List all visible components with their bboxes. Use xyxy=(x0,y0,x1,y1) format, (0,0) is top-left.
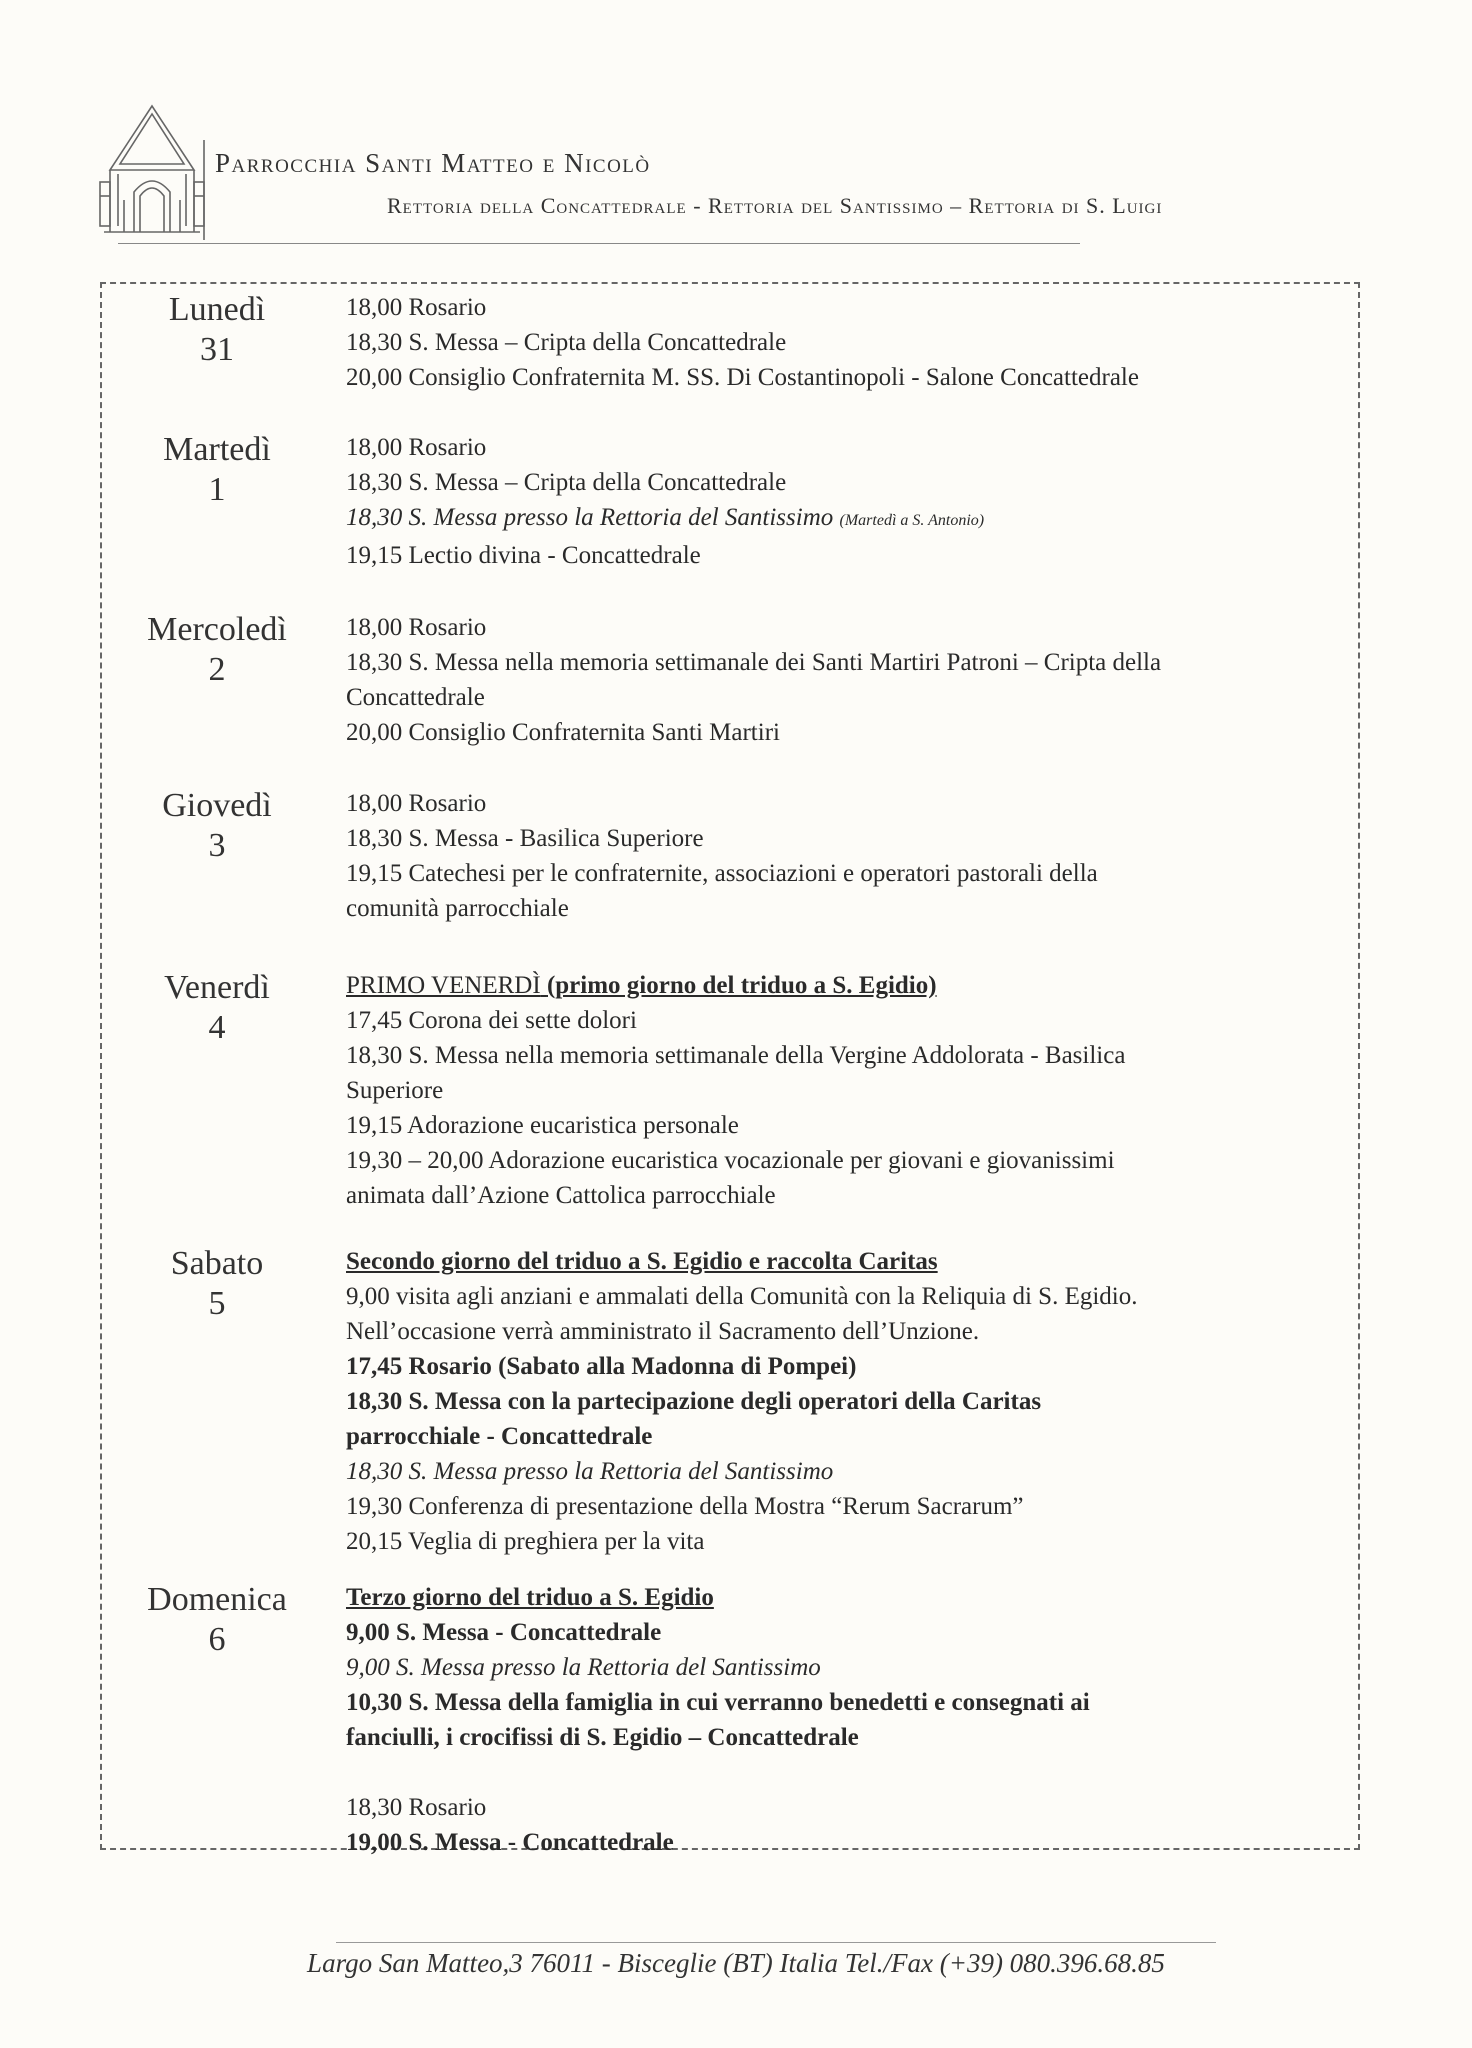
schedule-entry xyxy=(346,500,1346,538)
schedule-entry: 18,00 Rosario xyxy=(346,294,487,321)
schedule-entry: 10,30 S. Messa della famiglia in cui verranno benedetti e consegnati ai xyxy=(346,1689,1090,1716)
day-label xyxy=(102,786,332,866)
day-heading xyxy=(346,968,1346,1003)
schedule-entry: 18,30 S. Messa - Basilica Superiore xyxy=(346,825,704,852)
day-number: 3 xyxy=(208,827,226,864)
schedule-entry: 18,00 Rosario xyxy=(346,790,487,817)
schedule-entry: 18,30 S. Messa nella memoria settimanale dei Santi Martiri Patroni – Cripta della xyxy=(346,649,1162,676)
day-number: 31 xyxy=(200,331,234,368)
schedule-entry: 18,30 S. Messa – Cripta della Concattedrale xyxy=(346,329,787,356)
day-number: 6 xyxy=(208,1621,226,1658)
day-name: Mercoledì xyxy=(147,611,287,648)
schedule-entry: 20,00 Consiglio Confraternita M. SS. Di Costantinopoli - Salone Concattedrale xyxy=(346,364,1139,391)
schedule-entry: 19,15 Adorazione eucaristica personale xyxy=(346,1112,739,1139)
heading-bold: (primo giorno del triduo a S. Egidio) xyxy=(546,972,937,999)
day-name: Domenica xyxy=(147,1581,287,1618)
schedule-entry: 19,15 Lectio divina - Concattedrale xyxy=(346,542,701,569)
day-heading: Secondo giorno del triduo a S. Egidio e raccolta Caritas xyxy=(346,1248,938,1275)
schedule-entry: 9,00 S. Messa - Concattedrale xyxy=(346,1619,662,1646)
heading-plain: PRIMO VENERDÌ xyxy=(346,972,541,999)
day-name: Lunedì xyxy=(168,291,266,328)
schedule-entry: 19,30 – 20,00 Adorazione eucaristica vocazionale per giovani e giovanissimi xyxy=(346,1147,1115,1174)
schedule-entry: 9,00 visita agli anziani e ammalati della Comunità con la Reliquia di S. Egidio. xyxy=(346,1283,1138,1310)
day-label xyxy=(102,430,332,510)
entry-text: 18,30 S. Messa presso la Rettoria del Santissimo xyxy=(346,504,834,531)
day-label xyxy=(102,290,332,370)
day-name: Sabato xyxy=(170,1245,264,1282)
schedule-entry: Concattedrale xyxy=(346,684,485,711)
schedule-entry: 18,30 S. Messa presso la Rettoria del Santissimo xyxy=(346,1458,834,1485)
schedule-entry: 18,30 S. Messa nella memoria settimanale della Vergine Addolorata - Basilica xyxy=(346,1042,1126,1069)
header-divider xyxy=(118,243,1080,244)
schedule-entry: 18,00 Rosario xyxy=(346,614,487,641)
footer-divider xyxy=(336,1942,1216,1943)
schedule-entry: 18,30 S. Messa – Cripta della Concattedrale xyxy=(346,469,787,496)
schedule-entry: 19,15 Catechesi per le confraternite, associazioni e operatori pastorali della xyxy=(346,860,1098,887)
schedule-entry: animata dall’Azione Cattolica parrocchiale xyxy=(346,1182,776,1209)
schedule-entry: Nell’occasione verrà amministrato il Sacramento dell’Unzione. xyxy=(346,1318,980,1345)
day-label xyxy=(102,1580,332,1660)
day-number: 5 xyxy=(208,1285,226,1322)
day-entries xyxy=(346,610,1346,750)
day-entries xyxy=(346,290,1346,395)
day-name: Venerdì xyxy=(164,969,270,1006)
rectories-line: Rettoria della Concattedrale - Rettoria del Santissimo – Rettoria di S. Luigi xyxy=(387,193,1163,218)
schedule-entry: 20,15 Veglia di preghiera per la vita xyxy=(346,1528,705,1555)
schedule-entry: 17,45 Corona dei sette dolori xyxy=(346,1007,637,1034)
schedule-entry: 19,00 S. Messa - Concattedrale xyxy=(346,1829,674,1856)
schedule-entry: fanciulli, i crocifissi di S. Egidio – Concattedrale xyxy=(346,1724,859,1751)
schedule-entry: parrocchiale - Concattedrale xyxy=(346,1423,653,1450)
schedule-entry: Superiore xyxy=(346,1077,444,1104)
footer-address: Largo San Matteo,3 76011 - Bisceglie (BT) Italia Tel./Fax (+39) 080.396.68.85 xyxy=(307,1948,1165,1978)
schedule-entry: 18,00 Rosario xyxy=(346,434,487,461)
schedule-entry: 17,45 Rosario (Sabato alla Madonna di Pompei) xyxy=(346,1353,857,1380)
day-entries xyxy=(346,430,1346,573)
day-entries xyxy=(346,1244,1346,1559)
day-number: 1 xyxy=(208,471,226,508)
day-label xyxy=(102,1244,332,1324)
schedule-entry: 19,30 Conferenza di presentazione della Mostra “Rerum Sacrarum” xyxy=(346,1493,1024,1520)
weekly-schedule xyxy=(100,282,1360,1856)
schedule-entry: 18,30 Rosario xyxy=(346,1794,487,1821)
day-label xyxy=(102,968,332,1048)
day-label xyxy=(102,610,332,690)
header xyxy=(215,148,1162,219)
day-heading: Terzo giorno del triduo a S. Egidio xyxy=(346,1584,714,1611)
church-logo-icon xyxy=(96,100,208,240)
schedule-entry: comunità parrocchiale xyxy=(346,895,569,922)
day-name: Martedì xyxy=(163,431,271,468)
schedule-entry: 9,00 S. Messa presso la Rettoria del Santissimo xyxy=(346,1654,821,1681)
day-number: 4 xyxy=(208,1009,226,1046)
parish-name: Parrocchia Santi Matteo e Nicolò xyxy=(215,148,651,178)
day-entries xyxy=(346,786,1346,926)
entry-note: (Martedì a S. Antonio) xyxy=(839,512,985,529)
day-name: Giovedì xyxy=(162,787,272,824)
schedule-entry: 18,30 S. Messa con la partecipazione degli operatori della Caritas xyxy=(346,1388,1042,1415)
day-entries xyxy=(346,968,1346,1213)
day-number: 2 xyxy=(208,651,226,688)
day-entries xyxy=(346,1580,1346,1860)
schedule-entry: 20,00 Consiglio Confraternita Santi Martiri xyxy=(346,719,780,746)
